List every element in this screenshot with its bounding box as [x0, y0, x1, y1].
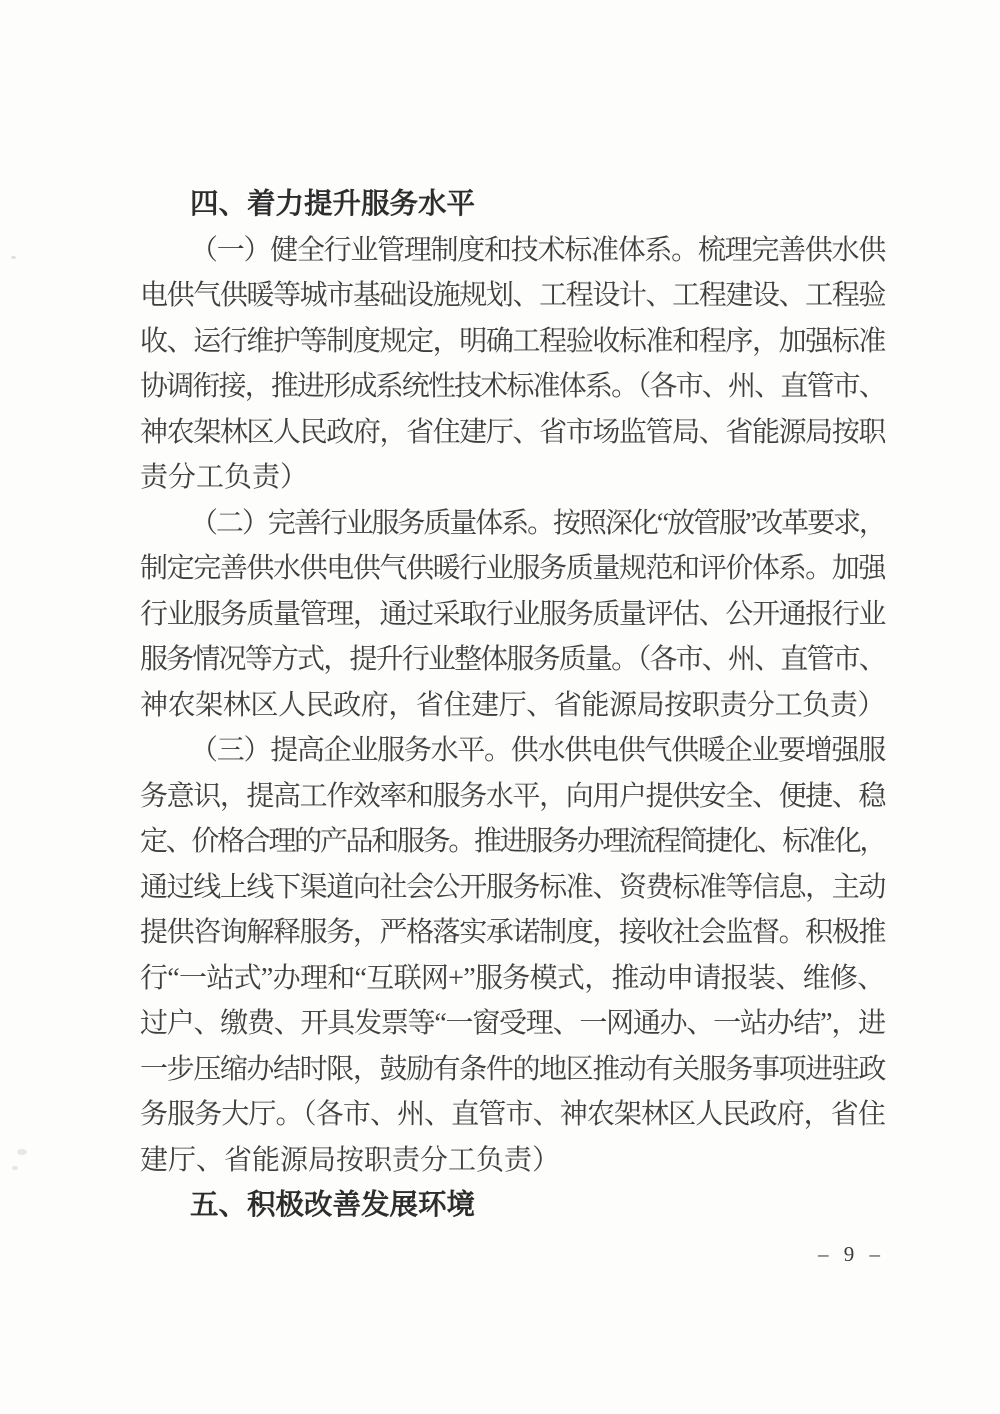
body-line: （二）完善行业服务质量体系。按照深化“放管服”改革要求， — [190, 507, 885, 539]
body-line: （三）提高企业服务水平。供水供电供气供暖企业要增强服 — [190, 735, 886, 766]
section-heading: 四、着力提升服务水平 — [190, 188, 476, 220]
body-line: （一）健全行业管理制度和技术标准体系。梳理完善供水供 — [190, 234, 886, 266]
page-number: – 9 – — [818, 1242, 885, 1266]
body-line: 制定完善供水供电供气供暖行业服务质量规范和评价体系。加强 — [140, 553, 886, 584]
body-line: 务意识，提高工作效率和服务水平，向用户提供安全、便捷、稳 — [140, 780, 886, 812]
body-line: 协调衔接，推进形成系统性技术标准体系。（各市、州、直管市、 — [140, 371, 886, 402]
body-line: 行业服务质量管理，通过采取行业服务质量评估、公开通报行业 — [140, 598, 886, 630]
body-line: 服务情况等方式，提升行业整体服务质量。（各市、州、直管市、 — [140, 644, 886, 675]
document-body — [140, 182, 885, 1229]
body-line: 收、运行维护等制度规定，明确工程验收标准和程序，加强标准 — [140, 325, 886, 357]
body-line: 务服务大厅。（各市、州、直管市、神农架林区人民政府，省住 — [140, 1099, 886, 1130]
body-line: 过户、缴费、开具发票等“一窗受理、一网通办、一站办结”，进 — [140, 1008, 885, 1039]
body-line: 责分工负责） — [140, 462, 309, 493]
scan-artifact — [17, 1149, 27, 1155]
body-line: 一步压缩办结时限，鼓励有条件的地区推动有关服务事项进驻政 — [140, 1053, 886, 1085]
body-line: 通过线上线下渠道向社会公开服务标准、资费标准等信息，主动 — [140, 871, 886, 903]
body-line: 电供气供暖等城市基础设施规划、工程设计、工程建设、工程验 — [140, 280, 886, 311]
body-line: 神农架林区人民政府，省住建厅、省能源局按职责分工负责） — [140, 689, 886, 721]
body-line: 行“一站式”办理和“互联网+”服务模式，推动申请报装、维修、 — [140, 962, 885, 994]
body-line: 提供咨询解释服务，严格落实承诺制度，接收社会监督。积极推 — [140, 917, 886, 948]
scan-artifact — [11, 256, 16, 259]
section-heading: 五、积极改善发展环境 — [190, 1189, 476, 1221]
scan-artifact — [12, 1166, 18, 1170]
body-line: 神农架林区人民政府，省住建厅、省市场监管局、省能源局按职 — [140, 416, 886, 448]
body-line: 定、价格合理的产品和服务。推进服务办理流程简捷化、标准化， — [140, 826, 886, 857]
body-line: 建厅、省能源局按职责分工负责） — [140, 1144, 561, 1176]
